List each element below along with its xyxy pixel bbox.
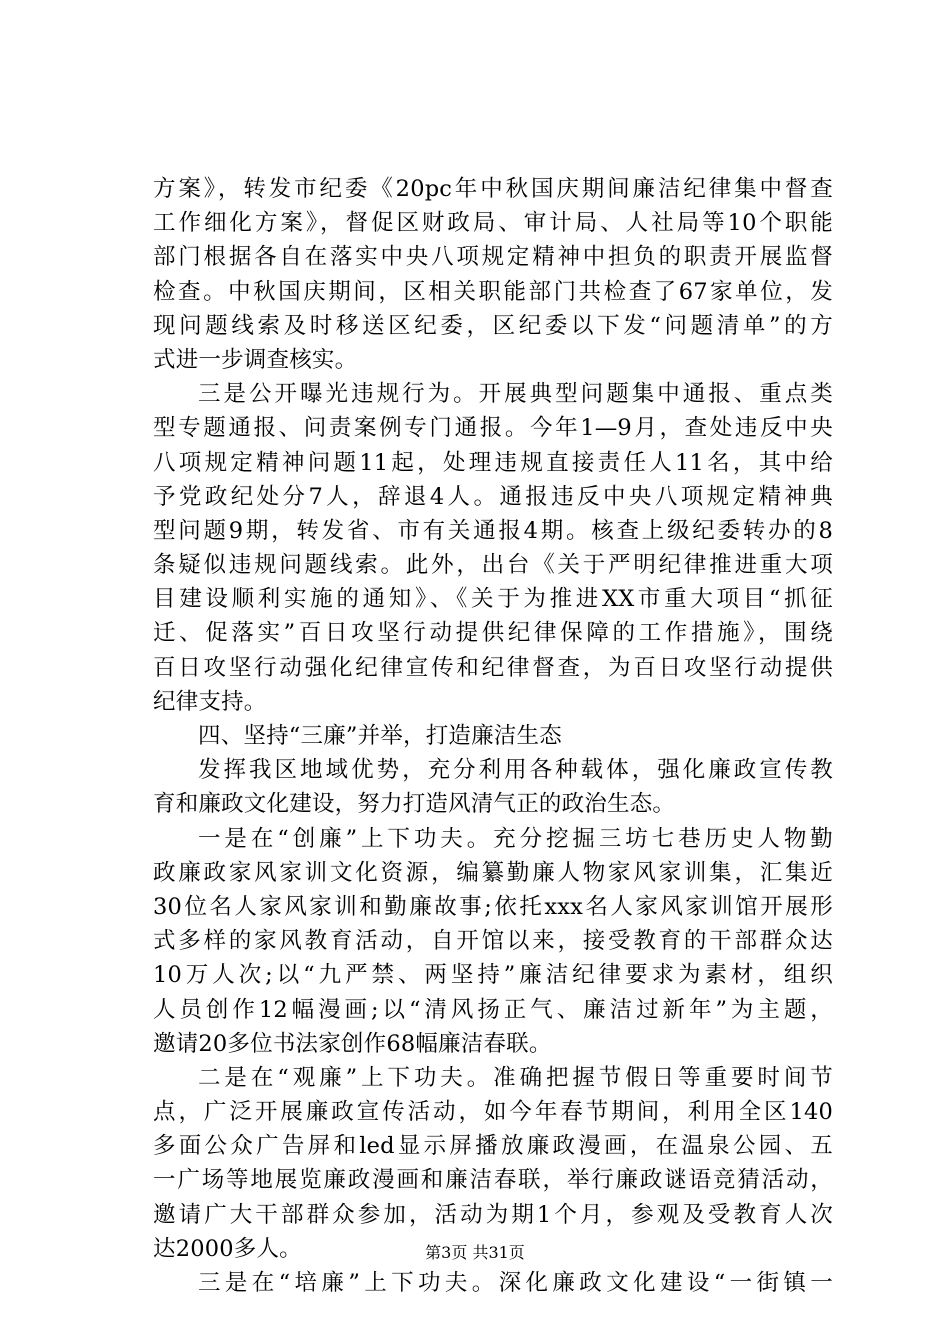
text-line: 育和廉政文化建设，努力打造风清气正的政治生态。 — [153, 791, 676, 818]
text-line: 发挥我区地域优势，充分利用各种载体，强化廉政宣传教 — [198, 757, 833, 784]
text-line: 一广场等地展览廉政漫画和廉洁春联，举行廉政谜语竞猜活动， — [153, 1167, 833, 1194]
text-line: 三是在“培廉”上下功夫。深化廉政文化建设“一街镇一 — [198, 1270, 833, 1296]
text-line: 一是在“创廉”上下功夫。充分挖掘三坊七巷历史人物勤 — [198, 825, 833, 852]
text-line: 检查。中秋国庆期间，区相关职能部门共检查了67家单位，发 — [153, 278, 833, 305]
page-number: 第3页 共31页 — [425, 1243, 525, 1262]
text-line: 方案》，转发市纪委《20pc年中秋国庆期间廉洁纪律集中督查 — [153, 176, 833, 202]
text-line: 部门根据各自在落实中央八项规定精神中担负的职责开展监督 — [153, 244, 833, 271]
text-line: 条疑似违规问题线索。此外，出台《关于严明纪律推进重大项 — [153, 552, 833, 579]
text-line: 型问题9期，转发省、市有关通报4期。核查上级纪委转办的8 — [153, 517, 833, 544]
text-line: 四、坚持“三廉”并举，打造廉洁生态 — [198, 723, 562, 749]
text-line: 百日攻坚行动强化纪律宣传和纪律督查，为百日攻坚行动提供 — [153, 654, 833, 681]
text-line: 式进一步调查核实。 — [153, 346, 358, 373]
text-line: 纪律支持。 — [153, 688, 267, 715]
text-line: 达2000多人。 — [153, 1235, 302, 1262]
text-line: 多面公众广告屏和led显示屏播放廉政漫画，在温泉公园、五 — [153, 1133, 833, 1160]
text-line: 工作细化方案》，督促区财政局、审计局、人社局等10个职能 — [153, 210, 833, 237]
text-line: 邀请20多位书法家创作68幅廉洁春联。 — [153, 1030, 552, 1057]
text-line: 目建设顺利实施的通知》、《关于为推进XX市重大项目“抓征 — [153, 586, 833, 613]
text-line: 人员创作12幅漫画;以“清风扬正气、廉洁过新年”为主题， — [153, 996, 833, 1023]
text-line: 式多样的家风教育活动，自开馆以来，接受教育的干部群众达 — [153, 928, 833, 955]
text-line: 予党政纪处分7人，辞退4人。通报违反中央八项规定精神典 — [153, 483, 833, 510]
text-line: 二是在“观廉”上下功夫。准确把握节假日等重要时间节 — [198, 1064, 833, 1091]
text-line: 迁、促落实”百日攻坚行动提供纪律保障的工作措施》，围绕 — [153, 620, 833, 647]
text-line: 30位名人家风家训和勤廉故事;依托xxx名人家风家训馆开展形 — [153, 893, 833, 920]
text-line: 三是公开曝光违规行为。开展典型问题集中通报、重点类 — [198, 381, 833, 408]
text-line: 政廉政家风家训文化资源，编纂勤廉人物家风家训集，汇集近 — [153, 859, 833, 886]
text-line: 点，广泛开展廉政宣传活动，如今年春节期间，利用全区140 — [153, 1099, 833, 1126]
text-line: 邀请广大干部群众参加，活动为期1个月，参观及受教育人次 — [153, 1201, 833, 1228]
text-line: 现问题线索及时移送区纪委，区纪委以下发“问题清单”的方 — [153, 312, 833, 339]
text-line: 八项规定精神问题11起，处理违规直接责任人11名，其中给 — [153, 449, 833, 476]
text-line: 型专题通报、问责案例专门通报。今年1—9月，查处违反中央 — [153, 415, 833, 442]
document-body — [153, 172, 833, 1300]
text-line: 10万人次;以“九严禁、两坚持”廉洁纪律要求为素材，组织 — [153, 962, 833, 989]
